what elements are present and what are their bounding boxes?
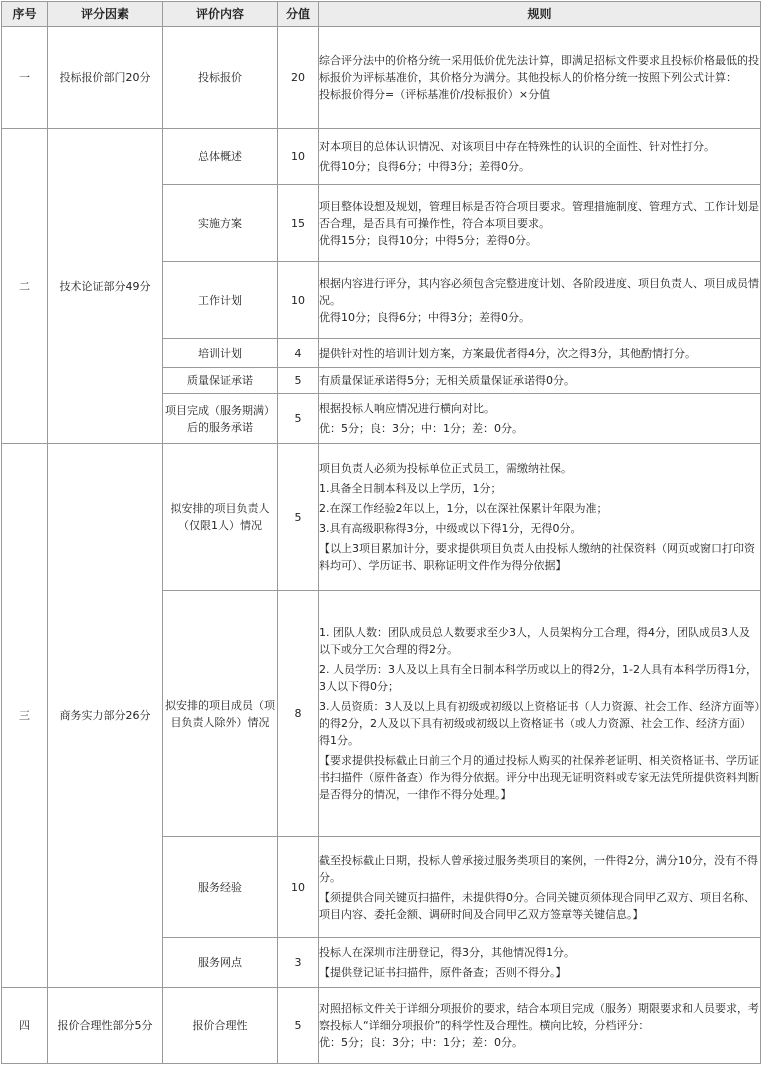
item-content: 项目完成（服务期满）后的服务承诺 — [163, 394, 278, 444]
item-score: 5 — [278, 368, 319, 394]
item-rule — [319, 185, 761, 262]
item-rule — [319, 988, 761, 1064]
item-content: 报价合理性 — [163, 988, 278, 1064]
item-score: 10 — [278, 129, 319, 185]
scoring-table — [1, 1, 761, 1064]
item-rule — [319, 394, 761, 444]
header-seq: 序号 — [2, 2, 48, 27]
item-rule — [319, 444, 761, 591]
rule-line: 截至投标截止日期，投标人曾承接过服务类项目的案例，一件得2分，满分10分，没有不得分。 — [319, 853, 758, 884]
rule-line: 优：5分；良：3分；中：1分；差：0分。 — [319, 422, 523, 435]
header-row — [2, 2, 761, 27]
item-content: 拟安排的项目成员（项目负责人除外）情况 — [163, 591, 278, 837]
rule-line: 投标人在深圳市注册登记，得3分，其他情况得1分。 — [319, 946, 575, 959]
rule-line: 根据内容进行评分，其内容必须包含完整进度计划、各阶段进度、项目负责人、项目成员情况。 — [319, 276, 759, 307]
section-factor: 投标报价部门20分 — [48, 27, 163, 129]
section-factor: 技术论证部分49分 — [48, 129, 163, 444]
rule-line: 对本项目的总体认识情况、对该项目中存在特殊性的认识的全面性、针对性打分。 — [319, 140, 715, 153]
item-rule — [319, 339, 761, 368]
section-seq: 二 — [2, 129, 48, 444]
item-score: 4 — [278, 339, 319, 368]
item-rule — [319, 262, 761, 339]
item-score: 10 — [278, 837, 319, 938]
rule-line: 1. 团队人数：团队成员总人数要求至少3人，人员架构分工合理，得4分，团队成员3人及以下或分工欠合理的得2分。 — [319, 626, 750, 656]
item-content: 拟安排的项目负责人（仅限1人）情况 — [163, 444, 278, 591]
item-rule — [319, 27, 761, 129]
item-content: 培训计划 — [163, 339, 278, 368]
rule-line: 1.具备全日制本科及以上学历，1分； — [319, 482, 502, 495]
rule-line: 【提供登记证书扫描件，原件备查；否则不得分。】 — [319, 966, 567, 979]
item-content: 投标报价 — [163, 27, 278, 129]
section-factor: 商务实力部分26分 — [48, 444, 163, 988]
item-score: 8 — [278, 591, 319, 837]
item-content: 服务经验 — [163, 837, 278, 938]
item-rule — [319, 591, 761, 837]
rule-line: 2. 人员学历：3人及以上具有全日制本科学历或以上的得2分，1-2人具有本科学历得1分，3人以下得0分； — [319, 663, 757, 693]
header-rule: 规则 — [319, 2, 761, 27]
item-score: 20 — [278, 27, 319, 129]
section-seq: 一 — [2, 27, 48, 129]
table-row — [2, 988, 761, 1064]
rule-line: 【要求提供投标截止日前三个月的通过投标人购买的社保养老证明、相关资格证书、学历证书扫描件（原件备查）作为得分依据。评分中出现无证明资料或专家无法凭所提供资料判断是否得分的情况，一律作不得分处理。】 — [319, 754, 759, 801]
item-content: 工作计划 — [163, 262, 278, 339]
header-score: 分值 — [278, 2, 319, 27]
item-rule — [319, 938, 761, 988]
rule-line: 对照招标文件关于详细分项报价的要求，结合本项目完成（服务）期限要求和人员要求，考察投标人“详细分项报价”的科学性及合理性。横向比较，分档评分： — [319, 1002, 759, 1032]
item-rule — [319, 368, 761, 394]
rule-line: 【须提供合同关键页扫描件，未提供得0分。合同关键页须体现合同甲乙双方、项目名称、项目内容、委托金额、调研时间及合同甲乙双方签章等关键信息。】 — [319, 890, 755, 921]
rule-line: 3.人员资质：3人及以上具有初级或初级以上资格证书（人力资源、社会工作、经济方面等）的得2分，2人及以下具有初级或初级以上资格证书（或人力资源、社会工作、经济方面）得1分。 — [319, 700, 760, 747]
item-score: 15 — [278, 185, 319, 262]
header-content: 评价内容 — [163, 2, 278, 27]
item-score: 10 — [278, 262, 319, 339]
rule-line: 有质量保证承诺得5分；无相关质量保证承诺得0分。 — [319, 374, 575, 387]
table-row — [2, 444, 761, 591]
rule-line: 项目整体设想及规划，管理目标是否符合项目要求。管理措施制度、管理方式、工作计划是否合理，是否具有可操作性，符合本项目要求。 — [319, 199, 759, 230]
item-score: 5 — [278, 988, 319, 1064]
rule-line: 优：5分；良：3分；中：1分；差：0分。 — [319, 1036, 523, 1049]
header-factor: 评分因素 — [48, 2, 163, 27]
item-score: 3 — [278, 938, 319, 988]
rule-line: 2.在深工作经验2年以上，1分，以在深社保累计年限为准； — [319, 502, 608, 515]
rule-line: 提供针对性的培训计划方案，方案最优者得4分，次之得3分，其他酌情打分。 — [319, 346, 696, 360]
rule-line: 优得10分；良得6分；中得3分；差得0分。 — [319, 160, 530, 173]
rule-line: 【以上3项目累加计分，要求提供项目负责人由投标人缴纳的社保资料（网页或窗口打印资料均可）、学历证书、职称证明文件作为得分依据】 — [319, 542, 755, 572]
section-seq: 四 — [2, 988, 48, 1064]
section-factor: 报价合理性部分5分 — [48, 988, 163, 1064]
rule-line: 投标报价得分=（评标基准价/投标报价）×分值 — [319, 88, 551, 101]
section-seq: 三 — [2, 444, 48, 988]
table-row — [2, 27, 761, 129]
item-content: 总体概述 — [163, 129, 278, 185]
rule-line: 优得15分；良得10分；中得5分；差得0分。 — [319, 233, 537, 247]
item-content: 质量保证承诺 — [163, 368, 278, 394]
item-rule — [319, 129, 761, 185]
item-content: 实施方案 — [163, 185, 278, 262]
item-rule — [319, 837, 761, 938]
rule-line: 综合评分法中的价格分统一采用低价优先法计算，即满足招标文件要求且投标价格最低的投标报价为评标基准价，其价格分为满分。其他投标人的价格分统一按照下列公式计算： — [319, 54, 759, 84]
item-content: 服务网点 — [163, 938, 278, 988]
rule-line: 3.具有高级职称得3分，中级或以下得1分，无得0分。 — [319, 522, 582, 535]
rule-line: 项目负责人必须为投标单位正式员工，需缴纳社保。 — [319, 462, 572, 475]
item-score: 5 — [278, 394, 319, 444]
rule-line: 优得10分；良得6分；中得3分；差得0分。 — [319, 310, 530, 324]
table-row — [2, 129, 761, 185]
item-score: 5 — [278, 444, 319, 591]
rule-line: 根据投标人响应情况进行横向对比。 — [319, 402, 495, 415]
